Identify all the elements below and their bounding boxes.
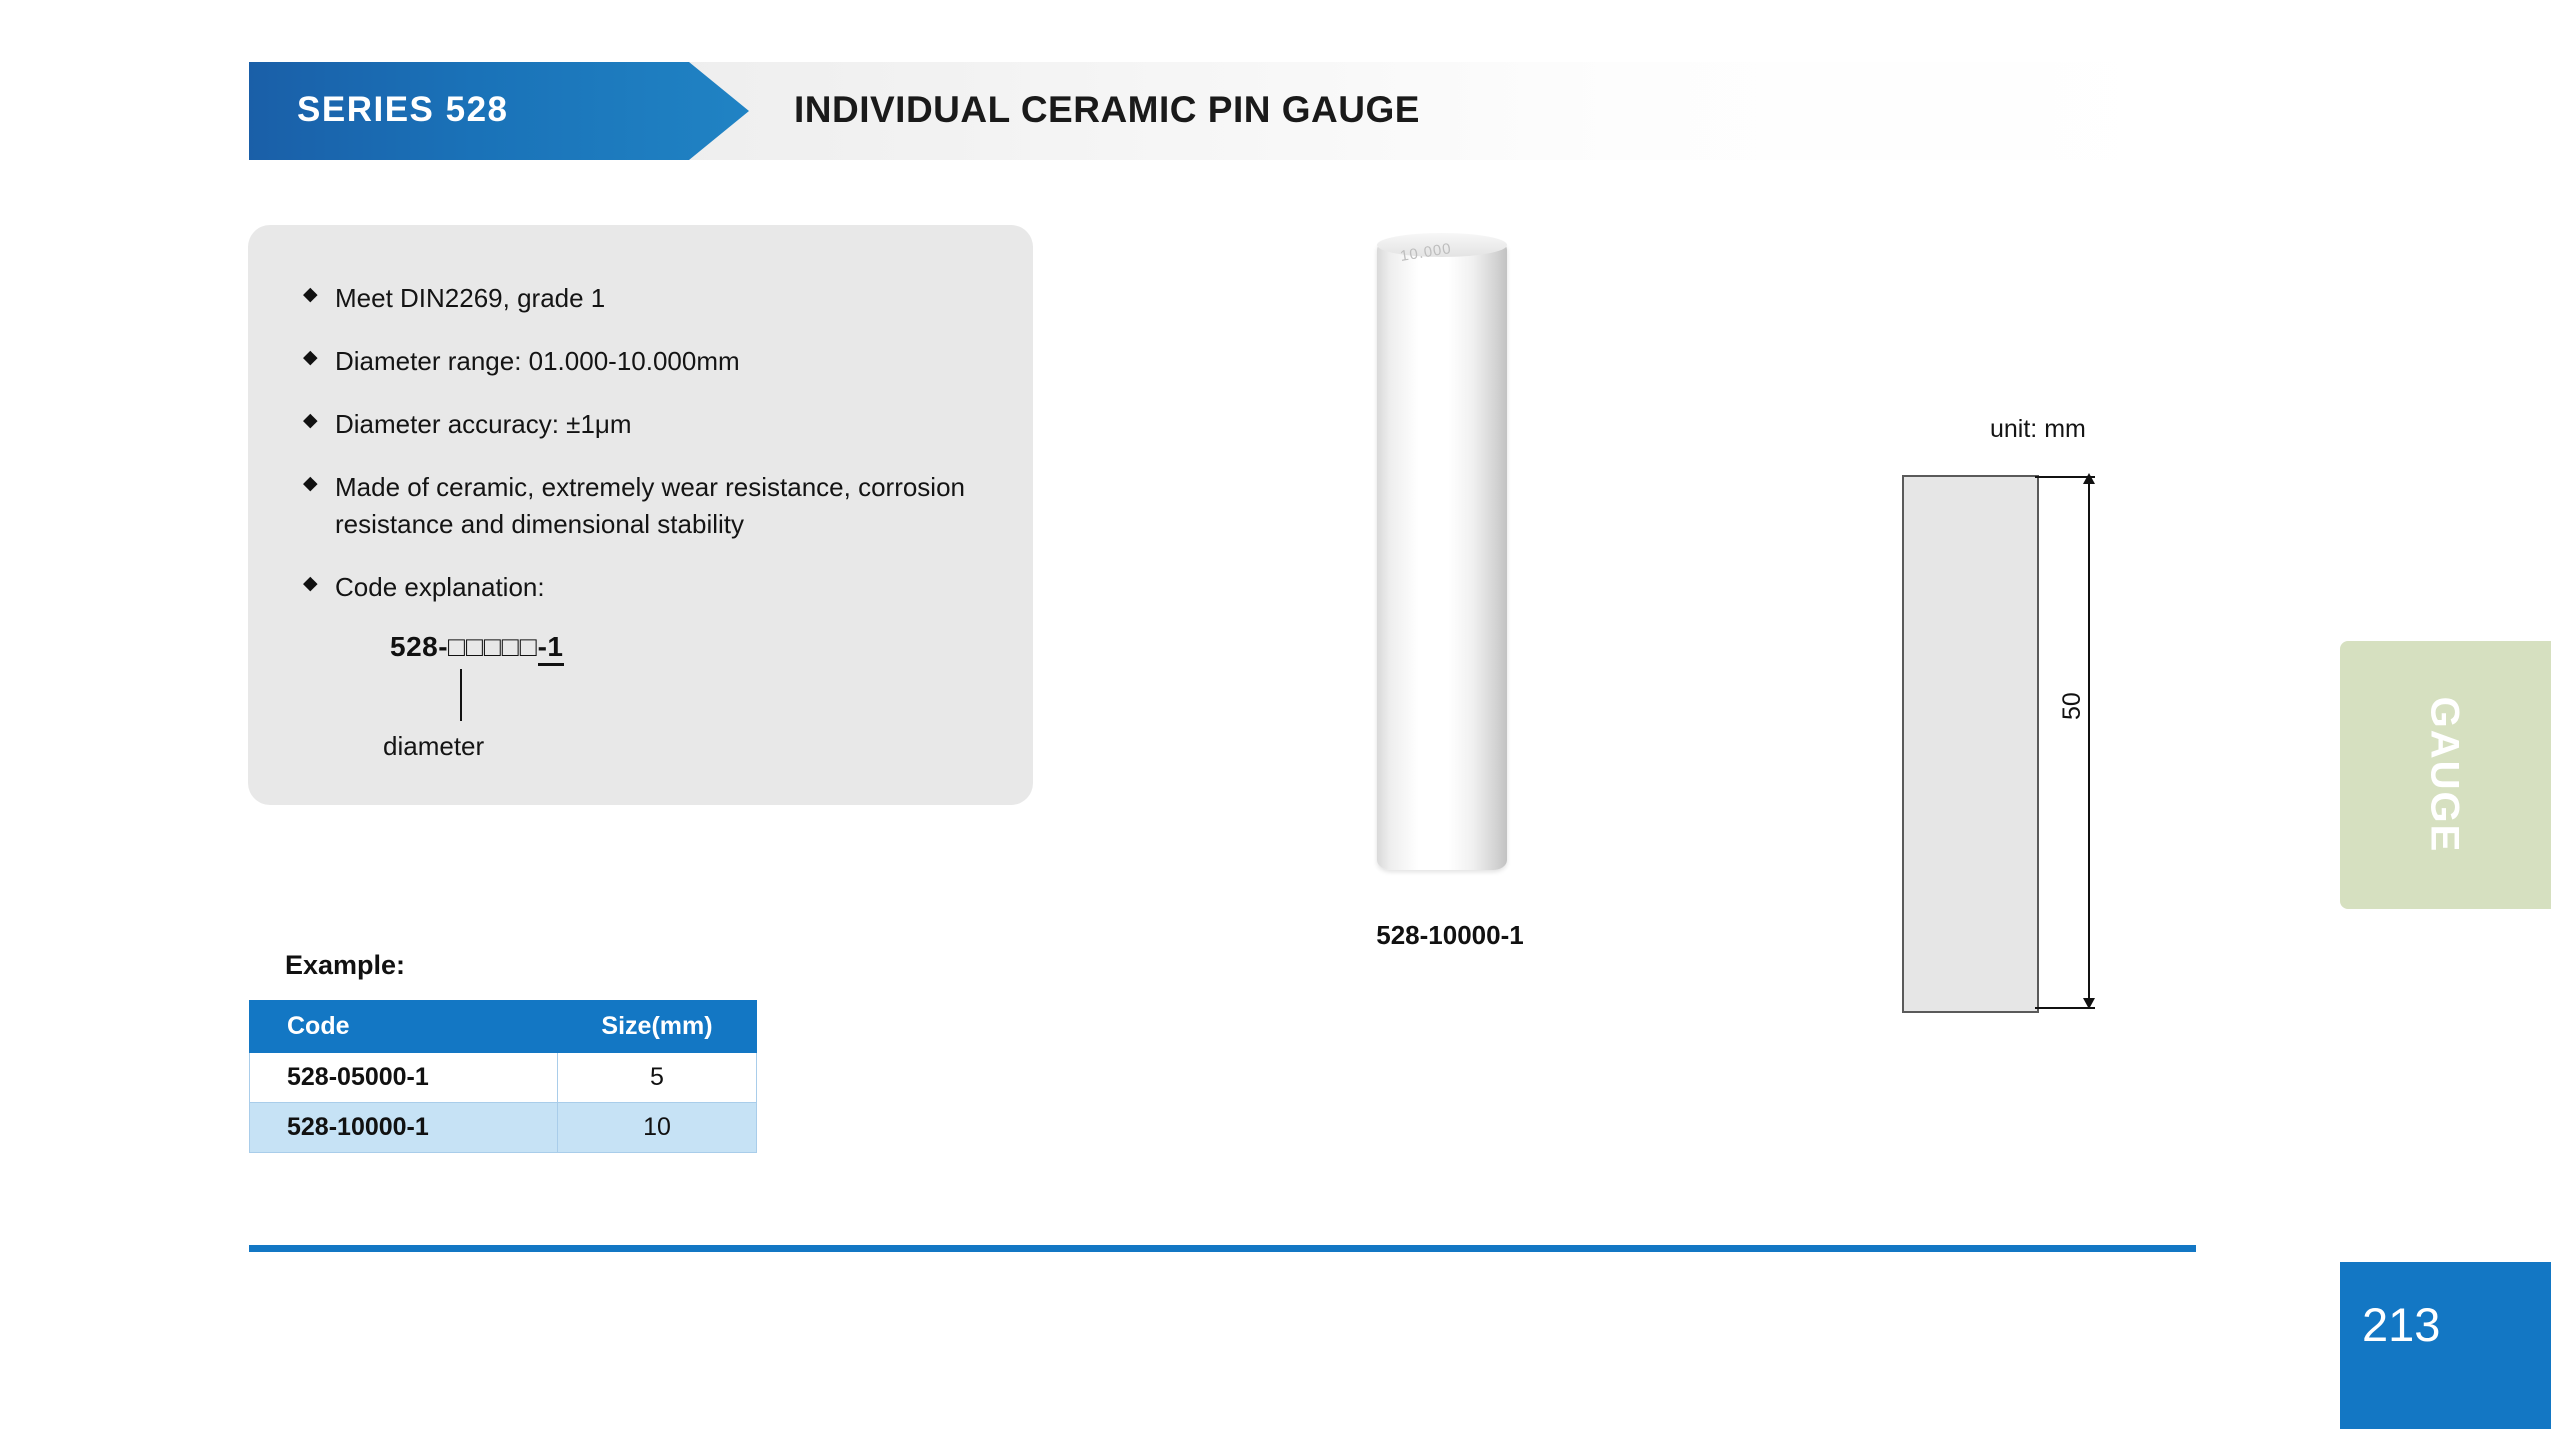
product-photo — [1360, 230, 1530, 890]
code-explanation-block — [293, 631, 993, 762]
cell-code: 528-10000-1 — [250, 1103, 558, 1153]
footer-rule — [249, 1245, 2196, 1252]
table-row — [250, 1053, 757, 1103]
dimension-line — [2088, 477, 2090, 1007]
feature-item — [293, 469, 993, 543]
code-pointer-label: diameter — [383, 731, 485, 762]
code-prefix: 528- — [390, 631, 449, 663]
dimension-value-length: 50 — [2058, 692, 2086, 720]
ceramic-pin-body — [1377, 240, 1507, 870]
column-header-size: Size(mm) — [558, 1001, 757, 1053]
side-tab-gauge — [2340, 641, 2551, 909]
product-caption: 528-10000-1 — [1376, 920, 1524, 950]
example-label: Example: — [285, 950, 406, 980]
code-format — [335, 631, 993, 663]
code-pointer-line — [460, 669, 462, 721]
diamond-bullet-icon: ◆ — [303, 284, 318, 305]
cell-size: 5 — [558, 1053, 757, 1103]
code-suffix: -1 — [538, 631, 564, 666]
feature-item — [293, 406, 993, 443]
table-row — [250, 1103, 757, 1153]
diamond-bullet-icon: ◆ — [303, 472, 318, 494]
diamond-bullet-icon: ◆ — [303, 346, 318, 368]
feature-item — [293, 280, 993, 317]
column-header-code: Code — [250, 1001, 558, 1053]
series-label: SERIES 528 — [297, 90, 509, 129]
dimension-drawing — [1880, 415, 2140, 1065]
feature-text: Meet DIN2269, grade 1 — [335, 283, 606, 313]
cell-code: 528-05000-1 — [250, 1053, 558, 1103]
code-boxes: □□□□□ — [448, 631, 538, 663]
drawing-pin-rectangle — [1902, 475, 2039, 1013]
feature-text: Code explanation: — [335, 571, 545, 602]
pin-engraving-text: 10.000 — [1398, 240, 1453, 265]
page-title: INDIVIDUAL CERAMIC PIN GAUGE — [794, 89, 1420, 130]
table-header-row — [250, 1001, 757, 1053]
feature-list — [293, 280, 993, 762]
diamond-bullet-icon: ◆ — [303, 409, 318, 431]
page-header — [249, 62, 2196, 160]
feature-panel — [248, 225, 1033, 805]
feature-text: Made of ceramic, extremely wear resistance, corrosion resistance and dimensional stability — [335, 471, 966, 539]
feature-item — [293, 343, 993, 380]
diamond-bullet-icon: ◆ — [303, 572, 318, 594]
feature-text: Diameter accuracy: ±1μm — [335, 408, 632, 439]
feature-item-code-explanation — [293, 569, 993, 606]
side-tab-label: GAUGE — [2422, 696, 2467, 854]
page-number-block — [2340, 1262, 2551, 1429]
dimension-arrow-down-icon — [2083, 998, 2095, 1009]
example-table — [249, 1000, 757, 1153]
drawing-unit-label: unit: mm — [1990, 415, 2086, 443]
cell-size: 10 — [558, 1103, 757, 1153]
page-number: 213 — [2362, 1298, 2441, 1351]
feature-text: Diameter range: 01.000-10.000mm — [335, 345, 740, 376]
dimension-arrow-up-icon — [2083, 473, 2095, 484]
